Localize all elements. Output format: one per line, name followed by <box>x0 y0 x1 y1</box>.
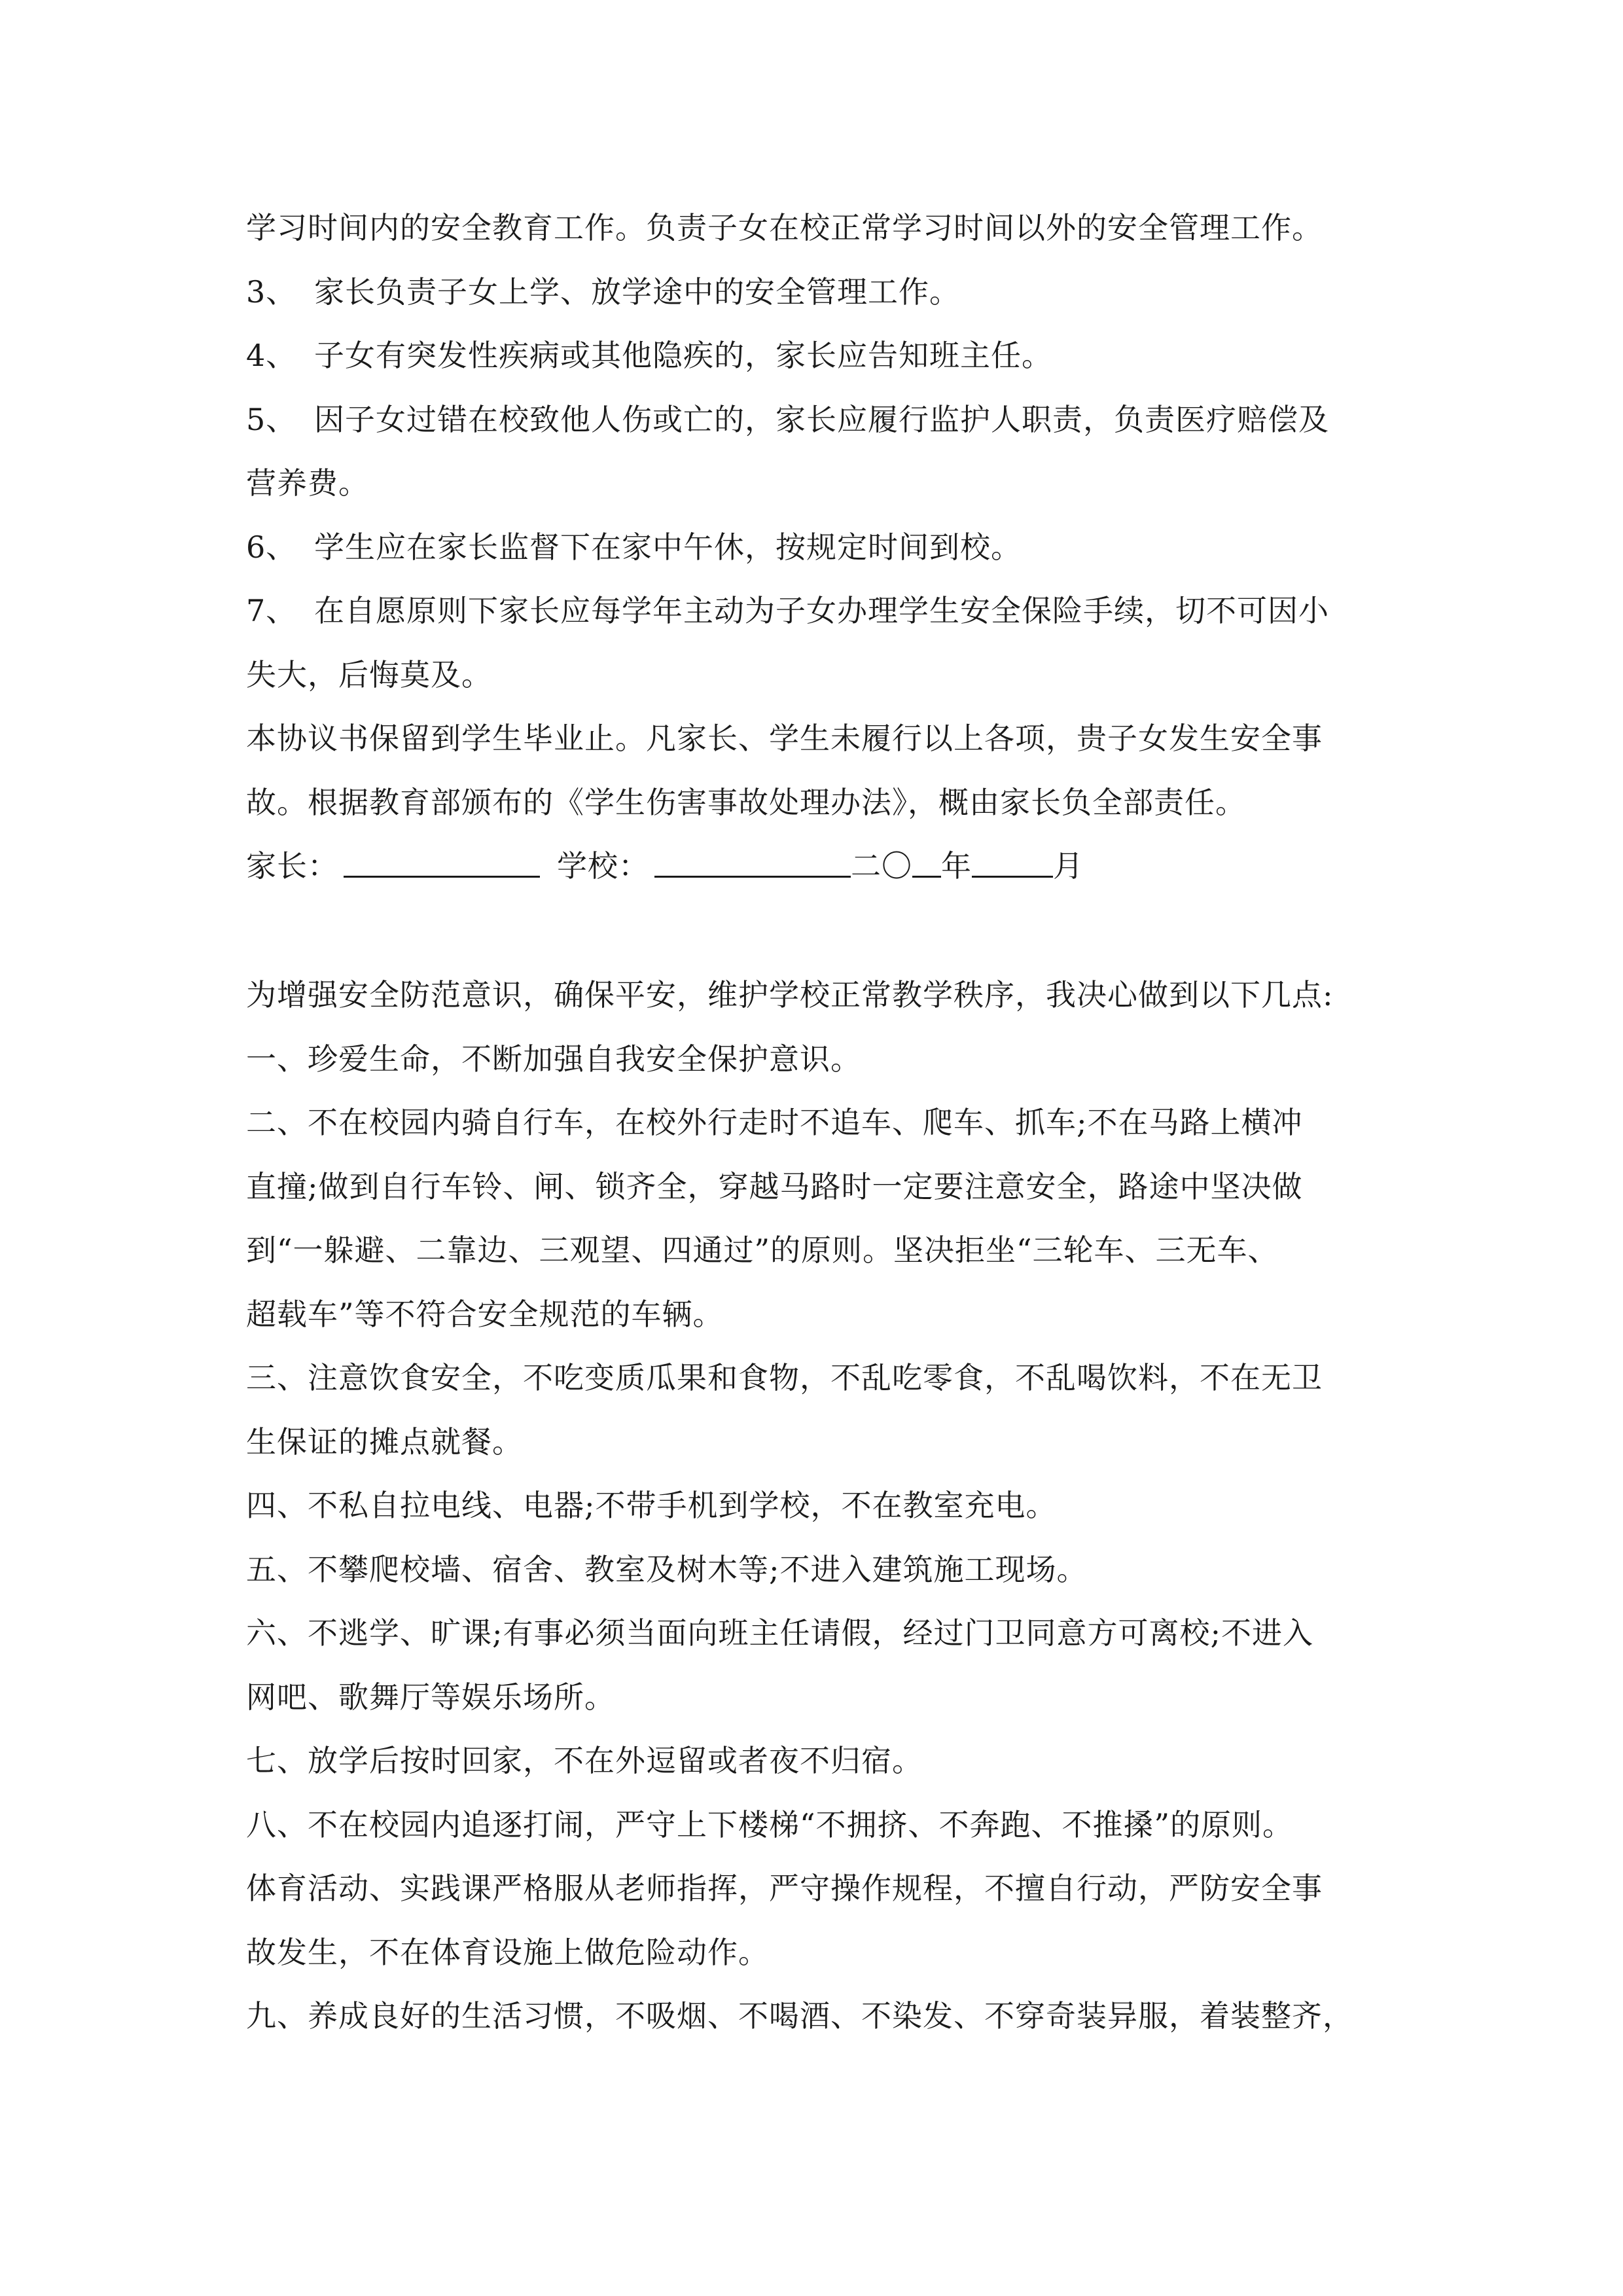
item-text: 因子女过错在校致他人伤或亡的，家长应履行监护人职责，负责医疗赔偿及 <box>314 402 1329 437</box>
date-prefix: 二〇 <box>851 848 912 884</box>
agreement-closing-1: 本协议书保留到学生毕业止。凡家长、学生未履行以上各项，贵子女发生安全事 <box>246 721 1323 756</box>
agreement-item-5 <box>246 400 1411 439</box>
pledge-item-5: 五、不攀爬校墙、宿舍、教室及树木等;不进入建筑施工现场。 <box>246 1552 1088 1587</box>
pledge-intro: 为增强安全防范意识，确保平安，维护学校正常教学秩序，我决心做到以下几点: <box>246 977 1334 1013</box>
agreement-item-5-cont: 营养费。 <box>246 465 369 501</box>
agreement-item-3 <box>246 272 1411 312</box>
agreement-item-7 <box>246 591 1411 630</box>
parent-label: 家长： <box>246 848 338 884</box>
parent-signature-blank[interactable] <box>344 847 540 878</box>
agreement-item-7-cont: 失大，后悔莫及。 <box>246 657 492 692</box>
pledge-item-2-cont: 到“一躲避、二靠边、三观望、四通过”的原则。坚决拒坐“三轮车、三无车、 <box>246 1232 1279 1268</box>
item-number: 5、 <box>246 402 297 437</box>
pledge-item-9: 九、养成良好的生活习惯，不吸烟、不喝酒、不染发、不穿奇装异服，着装整齐， <box>246 1998 1353 2034</box>
month-blank[interactable] <box>972 847 1053 878</box>
school-signature-blank[interactable] <box>654 847 851 878</box>
item-text: 家长负责子女上学、放学途中的安全管理工作。 <box>314 274 960 310</box>
pledge-item-8: 八、不在校园内追逐打闹，严守上下楼梯“不拥挤、不奔跑、不推搡”的原则。 <box>246 1807 1294 1842</box>
agreement-closing-2: 故。根据教育部颁布的《学生伤害事故处理办法》，概由家长负全部责任。 <box>246 785 1246 820</box>
item-text: 子女有突发性疾病或其他隐疾的，家长应告知班主任。 <box>314 338 1052 373</box>
item-number: 7、 <box>246 593 297 628</box>
agreement-item-4 <box>246 336 1411 375</box>
pledge-item-2: 二、不在校园内骑自行车，在校外行走时不追车、爬车、抓车;不在马路上横冲 <box>246 1105 1303 1140</box>
pledge-item-8-cont: 故发生，不在体育设施上做危险动作。 <box>246 1935 769 1970</box>
agreement-item-6 <box>246 528 1411 567</box>
item-number: 6、 <box>246 529 297 565</box>
pledge-item-7: 七、放学后按时回家，不在外逗留或者夜不归宿。 <box>246 1743 923 1778</box>
item-text: 在自愿原则下家长应每学年主动为子女办理学生安全保险手续，切不可因小 <box>314 593 1329 628</box>
pledge-item-4: 四、不私自拉电线、电器;不带手机到学校，不在教室充电。 <box>246 1488 1057 1523</box>
school-label: 学校： <box>557 848 649 884</box>
pledge-item-2-cont: 超载车”等不符合安全规范的车辆。 <box>246 1297 724 1332</box>
pledge-item-6: 六、不逃学、旷课;有事必须当面向班主任请假，经过门卫同意方可离校;不进入 <box>246 1615 1313 1651</box>
pledge-item-3: 三、注意饮食安全，不吃变质瓜果和食物，不乱吃零食，不乱喝饮料，不在无卫 <box>246 1360 1323 1395</box>
item-number: 3、 <box>246 274 297 310</box>
pledge-item-2-cont: 直撞;做到自行车铃、闸、锁齐全，穿越马路时一定要注意安全，路途中坚决做 <box>246 1169 1303 1204</box>
month-label: 月 <box>1053 848 1084 884</box>
year-label: 年 <box>941 848 972 884</box>
item-text: 学生应在家长监督下在家中午休，按规定时间到校。 <box>314 529 1022 565</box>
item-number: 4、 <box>246 338 297 373</box>
agreement-intro-tail: 学习时间内的安全教育工作。负责子女在校正常学习时间以外的安全管理工作。 <box>246 210 1323 245</box>
pledge-item-8-cont: 体育活动、实践课严格服从老师指挥，严守操作规程，不擅自行动，严防安全事 <box>246 1871 1323 1906</box>
pledge-item-3-cont: 生保证的摊点就餐。 <box>246 1424 523 1460</box>
signature-line <box>246 846 1411 886</box>
pledge-item-6-cont: 网吧、歌舞厅等娱乐场所。 <box>246 1679 615 1715</box>
year-blank[interactable] <box>912 847 941 878</box>
pledge-item-1: 一、珍爱生命，不断加强自我安全保护意识。 <box>246 1041 861 1077</box>
